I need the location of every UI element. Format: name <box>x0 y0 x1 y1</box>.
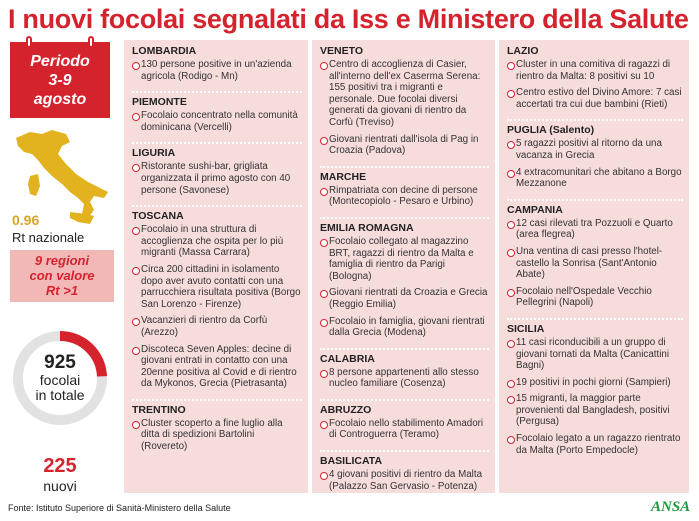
outbreak-item: Giovani rientrati dall'isola di Pag in Croazia (Padova) <box>320 134 489 157</box>
region-name: LOMBARDIA <box>132 45 197 57</box>
region-block <box>320 222 489 350</box>
outbreak-item: Cluster in una comitiva di ragazzi di rientro da Malta: 8 positivi su 10 <box>507 59 683 82</box>
regions-rt-line: con valore <box>29 268 95 283</box>
regions-rt-line: 9 regioni <box>34 253 90 268</box>
outbreak-item: Giovani rientrati da Croazia e Grecia (Reggio Emilia) <box>320 287 489 310</box>
region-block <box>320 353 489 401</box>
calendar-ring-icon <box>88 36 94 48</box>
region-block <box>132 404 302 462</box>
region-name: MARCHE <box>320 170 367 183</box>
total-block <box>12 353 108 403</box>
region-name: CALABRIA <box>320 352 375 365</box>
region-block <box>320 171 489 219</box>
region-block <box>320 404 489 452</box>
period-month: agosto <box>33 91 87 108</box>
source-footer: Fonte: Istituto Superiore di Sanità-Ministero della Salute <box>8 503 231 513</box>
outbreak-item: 130 persone positive in un'azienda agricola (Rodigo - Mn) <box>132 59 302 82</box>
region-name: PIEMONTE <box>132 96 187 109</box>
region-block <box>132 96 302 144</box>
rt-value: 0.96 <box>12 212 40 228</box>
outbreak-item: Focolaio nello stabilimento Amadori di Controguerra (Teramo) <box>320 418 489 441</box>
total-label: in totale <box>35 387 85 403</box>
region-name: LAZIO <box>507 45 539 57</box>
region-name: PUGLIA (Salento) <box>507 124 595 137</box>
outbreak-item: Focolaio legato a un ragazzo rientrato da Malta (Porto Empedocle) <box>507 433 683 456</box>
region-block <box>507 45 683 121</box>
period-label: Periodo <box>30 53 90 70</box>
region-name: TOSCANA <box>132 210 184 223</box>
regions-column-2 <box>312 40 495 493</box>
outbreak-item: 4 extracomunitari che abitano a Borgo Mezzanone <box>507 167 683 190</box>
period-dates: 3-9 <box>48 72 72 89</box>
rt-label: Rt nazionale <box>12 230 85 245</box>
outbreak-item: 19 positivi in pochi giorni (Sampieri) <box>507 377 683 389</box>
region-block <box>132 210 302 401</box>
region-block <box>132 147 302 207</box>
page-title: I nuovi focolai segnalati da Iss e Ministero della Salute <box>8 4 689 34</box>
region-block <box>507 204 683 320</box>
outbreak-item: Ristorante sushi-bar, grigliata organizzata il primo agosto con 40 persone (Savonese) <box>132 161 302 196</box>
outbreak-item: Rimpatriata con decine di persone (Montecopiolo - Pesaro e Urbino) <box>320 185 489 208</box>
region-name: CAMPANIA <box>507 203 563 216</box>
region-name: LIGURIA <box>132 147 176 160</box>
outbreak-item: Focolaio collegato al magazzino BRT, ragazzi di rientro da Malta e famiglia di rientro da Parigi (Bologna) <box>320 236 489 282</box>
outbreak-item: Focolaio nell'Ospedale Vecchio Pellegrini (Napoli) <box>507 286 683 309</box>
region-block <box>507 323 683 465</box>
outbreak-item: Discoteca Seven Apples: decine di giovani entrati in contatto con una 20enne positiva al Covid e di rientro da Mykonos, Grecia (Pietrasanta) <box>132 344 302 390</box>
new-value: 225 <box>43 455 77 477</box>
calendar-ring-icon <box>26 36 32 48</box>
region-name: VENETO <box>320 45 363 57</box>
total-value: 925 <box>44 352 76 373</box>
outbreak-item: Focolaio concentrato nella comunità dominicana (Vercelli) <box>132 110 302 133</box>
region-block <box>132 45 302 93</box>
regions-column-1 <box>124 40 308 493</box>
new-label: nuovi <box>43 478 77 494</box>
outbreak-item: Cluster scoperto a fine luglio alla ditta di spedizioni Bartolini (Rovereto) <box>132 418 302 453</box>
outbreak-item: 15 migranti, la maggior parte provenienti dal Bangladesh, positivi (Pergusa) <box>507 393 683 428</box>
outbreak-item: Focolaio in una struttura di accoglienza che ospita per lo più migranti (Massa Carrara) <box>132 224 302 259</box>
regions-rt-line: Rt >1 <box>45 283 79 298</box>
outbreak-item: 11 casi riconducibili a un gruppo di giovani tornati da Malta (Canicattini Bagni) <box>507 337 683 372</box>
region-name: BASILICATA <box>320 455 383 468</box>
outbreak-item: Vacanzieri di rientro da Corfù (Arezzo) <box>132 315 302 338</box>
outbreak-item: 5 ragazzi positivi al ritorno da una vacanza in Grecia <box>507 138 683 161</box>
ansa-logo: ANSA <box>651 499 691 515</box>
outbreak-item: 8 persone appartenenti allo stesso nucleo familiare (Cosenza) <box>320 367 489 390</box>
region-block <box>320 455 489 493</box>
region-name: TRENTINO <box>132 403 186 416</box>
region-block <box>507 124 683 200</box>
outbreak-item: Centro estivo del Divino Amore: 7 casi accertati tra cui due bambini (Rieti) <box>507 87 683 110</box>
region-name: EMILIA ROMAGNA <box>320 221 414 234</box>
regions-rt-box <box>10 250 114 302</box>
region-name: SICILIA <box>507 322 545 335</box>
outbreak-item: Focolaio in famiglia, giovani rientrati dalla Grecia (Modena) <box>320 316 489 339</box>
outbreak-item: 12 casi rilevati tra Pozzuoli e Quarto (area flegrea) <box>507 218 683 241</box>
region-name: ABRUZZO <box>320 403 372 416</box>
region-block <box>320 45 489 168</box>
regions-column-3 <box>499 40 689 493</box>
outbreak-item: 4 giovani positivi di rientro da Malta (Palazzo San Gervasio - Potenza) <box>320 469 489 492</box>
period-calendar <box>10 42 110 118</box>
outbreak-item: Centro di accoglienza di Casier, all'interno dell'ex Caserma Serena: 155 positivi tra i migranti e personale. Due focolai diversi generati da giovani di rientro da Corfù (Treviso) <box>320 59 489 129</box>
total-label: focolai <box>39 372 81 388</box>
outbreak-item: Circa 200 cittadini in isolamento dopo aver avuto contatti con una parrucchiera risultata positiva (Borgo San Lorenzo - Firenze) <box>132 264 302 310</box>
outbreak-item: Una ventina di casi presso l'hotel-castello la Sonrisa (Sant'Antonio Abate) <box>507 246 683 281</box>
